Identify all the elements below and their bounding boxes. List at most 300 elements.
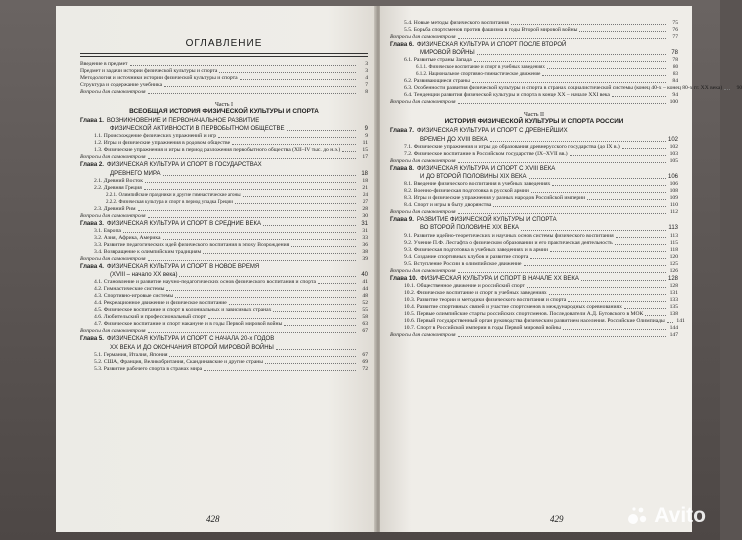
entry-title: 1.1. Происхождение физических упражнений и игр	[94, 133, 217, 140]
entry-page: 3	[365, 61, 368, 67]
entry-page: 113	[669, 232, 678, 239]
dot-leader	[219, 72, 356, 73]
dot-leader	[667, 322, 673, 323]
dot-leader	[287, 130, 356, 131]
chapter-list	[80, 118, 368, 373]
entry-page: 147	[669, 331, 678, 338]
chapter-title: (XVIII – начало XX века)	[110, 272, 178, 279]
entry-page: 69	[362, 358, 368, 365]
entry-page: 112	[669, 209, 678, 216]
toc-entry	[80, 352, 368, 359]
entry-page: 40	[361, 272, 368, 279]
entry-page: 108	[669, 188, 678, 195]
part-title: ВСЕОБЩАЯ ИСТОРИЯ ФИЗИЧЕСКОЙ КУЛЬТУРЫ И СПОРТА	[129, 108, 319, 115]
dot-leader	[284, 325, 356, 326]
entry-title: Вопросы для самоконтроля	[390, 267, 456, 274]
entry-page: 24	[363, 192, 368, 198]
dot-leader	[318, 283, 356, 284]
dot-leader	[164, 86, 356, 87]
dot-leader	[458, 213, 666, 214]
chapter-label: Глава 7.	[390, 128, 414, 135]
toc-entry	[80, 242, 368, 249]
entry-page: 133	[669, 296, 678, 303]
chapter-heading	[390, 42, 678, 49]
chapter-title-cont	[390, 137, 678, 144]
entry-page: 80	[673, 65, 678, 71]
toc-entry	[390, 247, 678, 254]
toc-entry	[80, 359, 368, 366]
entry-title: 4.6. Любительский и профессиональный спорт	[94, 314, 206, 321]
dot-leader	[166, 290, 356, 291]
entry-page: 100	[669, 99, 678, 106]
toc-entry	[390, 151, 678, 158]
dot-leader	[458, 38, 666, 39]
chapter-title: ФИЗИЧЕСКАЯ КУЛЬТУРА И СПОРТ В НАЧАЛЕ XX ВЕКА	[420, 275, 579, 282]
chapter-title: ВРЕМЕН ДО XVIII ВЕКА	[420, 136, 488, 143]
toc-entry	[80, 366, 368, 373]
dot-leader	[477, 54, 666, 55]
left-page	[56, 6, 376, 532]
entry-title: 6.4. Тенденции развития физической культуры и спорта в конце XX – начале XXI века	[404, 92, 610, 99]
entry-title: Вопросы для самоконтроля	[80, 154, 146, 161]
entry-page: 103	[669, 150, 678, 157]
entry-title: Вопросы для самоконтроля	[80, 89, 146, 95]
dot-leader	[458, 336, 666, 337]
chapter-title: ВО ВТОРОЙ ПОЛОВИНЕ XIX ВЕКА	[420, 225, 519, 232]
chapter-label: Глава 5.	[80, 336, 104, 343]
toc-entry	[80, 235, 368, 242]
chapter-label: Глава 3.	[80, 220, 104, 227]
dot-leader	[531, 192, 666, 193]
chapter-label: Глава 10.	[390, 275, 418, 282]
toc-entry	[390, 297, 678, 304]
entry-page: 125	[669, 260, 678, 267]
entry-title: Вопросы для самоконтроля	[390, 157, 456, 164]
dot-leader	[229, 304, 356, 305]
entry-title: 1.2. Игры и физические упражнения в родовом обществе	[94, 140, 231, 147]
entry-title: 3.2. Азия, Африка, Америка	[94, 235, 161, 242]
entry-page: 38	[362, 249, 368, 256]
toc-entry	[80, 249, 368, 256]
entry-page: 52	[362, 300, 368, 307]
entry-page: 21	[362, 184, 368, 191]
entry-title: 10.7. Спорт в Российской империи в годы Первой мировой войны	[404, 324, 561, 331]
page-number: 429	[550, 514, 564, 524]
chapter-title: ФИЗИЧЕСКАЯ КУЛЬТУРА И СПОРТ С ДРЕВНЕЙШИХ	[416, 128, 568, 135]
toc-entry	[80, 68, 368, 75]
entry-page: 72	[362, 365, 368, 372]
toc-entry	[390, 290, 678, 297]
entry-title: Вопросы для самоконтроля	[80, 256, 146, 263]
entry-title: 8.1. Введение физического воспитания в учебных заведениях	[404, 181, 551, 188]
avito-logo-icon	[626, 504, 650, 528]
entry-title: 8.4. Спорт и игры в быту дворянства	[404, 202, 492, 209]
entry-page: 105	[669, 157, 678, 164]
entry-page: 11	[362, 140, 368, 147]
entry-page: 7	[365, 82, 368, 88]
dot-leader	[547, 68, 666, 69]
entry-title: 4.7. Физическое воспитание и спорт накануне и в годы Первой мировой войны	[94, 321, 283, 328]
entry-page: 31	[362, 228, 368, 235]
dot-leader	[130, 65, 357, 66]
entry-title: Методология и источники истории физической культуры и спорта	[80, 75, 238, 81]
entry-title: 5.4. Новые методы физического воспитания	[404, 20, 509, 26]
entry-title: 8.3. Игры и физические упражнения у разных народов Российской империи	[404, 195, 586, 202]
entry-page: 30	[362, 212, 368, 219]
entry-title: 9.3. Физическая подготовка в учебных заведениях и в армии	[404, 246, 548, 253]
chapter-title-cont	[80, 345, 368, 352]
chapter-heading	[390, 166, 678, 173]
toc-entry	[80, 286, 368, 293]
dot-leader	[579, 31, 666, 32]
chapter-label: Глава 6.	[390, 42, 414, 48]
entry-page: 141	[676, 317, 685, 324]
entry-title: 9.1. Развитие идейно-теоретических и научных основ системы физического воспитания	[404, 232, 614, 239]
intro-section	[80, 61, 368, 96]
entry-page: 84	[672, 78, 678, 85]
self-check-entry	[390, 99, 678, 106]
dot-leader	[570, 155, 666, 156]
entry-page: 113	[668, 225, 678, 232]
entry-title: 7.1. Физические упражнения и игры до образования древнерусского государства (до IX в.)	[404, 143, 620, 150]
chapter-title: ДРЕВНЕГО МИРА	[110, 170, 161, 177]
self-check-entry	[390, 158, 678, 165]
chapter-title: РАЗВИТИЕ ФИЗИЧЕСКОЙ КУЛЬТУРЫ И СПОРТА	[416, 217, 557, 224]
page-number: 428	[206, 514, 220, 524]
entry-page: 109	[669, 195, 678, 202]
toc-entry	[390, 71, 678, 78]
toc-entry	[390, 317, 685, 325]
toc-entry	[390, 304, 678, 311]
entry-title: 6.1.1. Физическое воспитание и спорт в учебных заведениях	[416, 65, 545, 71]
chapter-list	[390, 128, 685, 338]
toc-entry	[390, 144, 678, 151]
title-rule	[80, 53, 368, 54]
toc-entry	[390, 57, 678, 64]
chapter-heading	[80, 264, 368, 271]
dot-leader	[612, 96, 666, 97]
dot-leader	[490, 141, 666, 142]
dot-leader	[263, 225, 356, 226]
entry-page: 58	[362, 314, 368, 321]
entry-page: 75	[672, 20, 678, 26]
entry-title: 6.3. Особенности развития физической культуры и спорта в странах социалистической системы (конец 40-х – конец 80-х гг. XX века)	[404, 85, 723, 92]
entry-title: 10.6. Первый государственный орган руководства физическим развитием населения. Российские Олимпиады	[404, 317, 665, 324]
entry-page: 31	[361, 220, 368, 227]
entry-title: 10.4. Развитие спортивных связей и участие спортсменов в международных соревнованиях	[404, 303, 622, 310]
toc-entry	[80, 185, 368, 192]
right-page	[380, 6, 742, 532]
entry-page: 48	[362, 293, 368, 300]
dot-leader	[163, 239, 356, 240]
entry-page: 118	[669, 246, 678, 253]
entry-title: 6.1. Развитые страны Запада	[404, 57, 472, 64]
entry-page: 128	[667, 275, 678, 282]
dot-leader	[123, 232, 356, 233]
entry-title: 7.2. Физическое воспитание в Российском государстве (IX–XVII вв.)	[404, 150, 568, 157]
part-label: Часть II	[523, 112, 545, 119]
entry-title: Предмет и задачи истории физической культуры и спорта	[80, 68, 218, 74]
self-check-entry	[80, 89, 368, 96]
self-check-entry	[390, 332, 678, 339]
self-check-entry	[80, 213, 368, 220]
dot-leader	[235, 203, 356, 204]
chapter-heading	[80, 162, 368, 169]
entry-title: 6.1.2. Национальное спортивно-гимнастическое движение	[416, 72, 541, 78]
self-check-entry	[80, 154, 368, 161]
entry-page: 28	[362, 205, 368, 212]
dot-leader	[145, 182, 356, 183]
dot-leader	[204, 370, 356, 371]
toc-entry	[390, 261, 678, 268]
toc-entry	[80, 279, 368, 286]
entry-page: 33	[362, 235, 368, 242]
chapter-title: ФИЗИЧЕСКАЯ КУЛЬТУРА И СПОРТ ПОСЛЕ ВТОРОЙ	[416, 42, 567, 48]
toc-entry	[390, 27, 678, 34]
entry-title: 5.5. Борьба спортсменов против фашизма в годы Второй мировой войны	[404, 27, 578, 33]
chapter-title: ФИЗИЧЕСКАЯ КУЛЬТУРА И СПОРТ С XVIII ВЕКА	[416, 165, 556, 172]
toc-entry	[390, 283, 678, 290]
entry-title: 4.1. Становление и развитие научно-педагогических основ физического воспитания и спорта	[94, 279, 316, 286]
chapter-title-cont	[80, 171, 368, 178]
entry-title: Структура и содержание учебника	[80, 82, 163, 88]
entry-title: 1.3. Физические упражнения и игры в период разложения первобытного общества (XII–IV тыс. до н.э.)	[94, 147, 341, 154]
entry-page: 39	[362, 256, 368, 263]
entry-title: 5.1. Германия, Италия, Япония	[94, 351, 168, 358]
entry-page: 41	[362, 279, 368, 286]
chapter-title: XX ВЕКА И ДО ОКОНЧАНИЯ ВТОРОЙ МИРОВОЙ ВОЙНЫ	[110, 344, 274, 351]
entry-title: 9.4. Создание спортивных клубов и развитие спорта	[404, 253, 529, 260]
self-check-entry	[390, 268, 678, 275]
entry-title: Введение в предмет	[80, 61, 128, 67]
entry-page: 36	[362, 242, 368, 249]
toc-entry	[390, 311, 678, 318]
entry-title: 2.2. Древняя Греция	[94, 184, 142, 191]
chapter-label: Глава 2.	[80, 162, 104, 169]
chapter-title-cont	[390, 225, 678, 232]
entry-title: 10.1. Общественное движение и российский спорт	[404, 282, 525, 289]
dot-leader	[458, 103, 666, 104]
entry-page: 77	[672, 34, 678, 40]
watermark-text: Avito	[654, 504, 706, 527]
chapter-title: МИРОВОЙ ВОЙНЫ	[420, 50, 475, 57]
entry-page: 17	[362, 154, 368, 161]
entry-page: 27	[363, 199, 368, 205]
chapter-label: Глава 8.	[390, 165, 414, 172]
dot-leader	[148, 93, 356, 94]
entry-title: 2.2.2. Физическая культура и спорт в период упадка Греции	[106, 199, 233, 205]
toc-entry	[80, 192, 368, 199]
dot-leader	[218, 137, 356, 138]
entry-page: 110	[669, 202, 678, 209]
toc-entry	[390, 64, 678, 71]
entry-page: 83	[673, 72, 678, 78]
entry-page: 135	[669, 303, 678, 310]
self-check-entry	[390, 34, 678, 41]
entry-title: 6.2. Развивающиеся страны	[404, 78, 470, 85]
chapter-heading	[390, 276, 678, 283]
toc-entry	[80, 178, 368, 185]
toc-entry	[80, 300, 368, 307]
toc-entry	[80, 82, 368, 89]
chapter-heading	[80, 118, 368, 125]
dot-leader	[148, 217, 356, 218]
chapter-label: Глава 9.	[390, 217, 414, 224]
dot-leader	[342, 151, 356, 152]
entry-page: 128	[669, 282, 678, 289]
entry-page: 78	[671, 50, 678, 57]
entry-page: 8	[365, 89, 368, 95]
dot-leader	[563, 329, 666, 330]
chapter-title-cont	[390, 50, 678, 57]
dot-leader	[472, 82, 666, 83]
entry-title: Вопросы для самоконтроля	[390, 99, 456, 106]
dot-leader	[521, 230, 666, 231]
entry-page: 63	[362, 321, 368, 328]
toc-entry	[80, 75, 368, 82]
self-check-entry	[390, 209, 678, 216]
entry-page: 126	[669, 267, 678, 274]
entry-page: 144	[669, 324, 678, 331]
dot-leader	[175, 297, 356, 298]
entry-title: Вопросы для самоконтроля	[80, 212, 146, 219]
entry-title: 2.3. Древний Рим	[94, 205, 136, 212]
dot-leader	[458, 162, 666, 163]
dot-leader	[208, 318, 356, 319]
dot-leader	[524, 265, 666, 266]
chapter-heading	[390, 128, 678, 135]
entry-page: 102	[669, 143, 678, 150]
entry-title: 3.1. Европа	[94, 228, 121, 235]
entry-page: 44	[362, 286, 368, 293]
entry-page: 106	[669, 181, 678, 188]
dot-leader	[203, 253, 356, 254]
entry-title: 9.5. Вступление России в олимпийское движение	[404, 260, 522, 267]
entry-title: 3.4. Возвращение к олимпийским традициям	[94, 249, 202, 256]
entry-title: 10.5. Первые олимпийские старты российских спортсменов. Последователи А.Д. Бутовского в МОК	[404, 310, 644, 317]
entry-title: 8.2. Военно-физическая подготовка в русской армии	[404, 188, 529, 195]
dot-leader	[169, 356, 356, 357]
entry-page: 131	[669, 289, 678, 296]
chapter-title: ФИЗИЧЕСКАЯ КУЛЬТУРА И СПОРТ В СРЕДНИЕ ВЕКА	[106, 220, 261, 227]
dot-leader	[148, 332, 356, 333]
self-check-entry	[80, 328, 368, 335]
entry-title: 4.4. Рекреационное движение и физическое воспитание	[94, 300, 227, 307]
entry-page: 3	[365, 68, 368, 74]
toc-entry	[80, 199, 368, 206]
entry-page: 18	[362, 177, 368, 184]
entry-page: 120	[669, 253, 678, 260]
dot-leader	[529, 178, 666, 179]
entry-page: 106	[667, 174, 678, 181]
entry-title: 4.5. Физическое воспитание и спорт в колониальных и зависимых странах	[94, 307, 272, 314]
dot-leader	[493, 206, 666, 207]
dot-leader	[148, 260, 356, 261]
entry-page: 67	[362, 328, 368, 335]
dot-leader	[276, 349, 356, 350]
entry-title: 4.2. Гимнастические системы	[94, 286, 165, 293]
dot-leader	[458, 272, 666, 273]
continued-items	[390, 20, 678, 41]
dot-leader	[587, 199, 666, 200]
toc-title: ОГЛАВЛЕНИЕ	[185, 38, 263, 49]
entry-title: Вопросы для самоконтроля	[390, 34, 456, 40]
entry-title: Вопросы для самоконтроля	[80, 328, 146, 335]
toc-entry	[390, 233, 678, 240]
dot-leader	[148, 158, 356, 159]
dot-leader	[550, 251, 666, 252]
title-rule-2	[80, 56, 368, 57]
entry-page: 18	[361, 170, 368, 177]
entry-title: Вопросы для самоконтроля	[390, 209, 456, 216]
chapter-title: И ДО ВТОРОЙ ПОЛОВИНЫ XIX ВЕКА	[420, 174, 527, 181]
entry-title: Вопросы для самоконтроля	[390, 331, 456, 338]
entry-page: 9	[364, 126, 368, 133]
dot-leader	[232, 144, 356, 145]
entry-title: 3.3. Развитие педагогических идей физического воспитания в эпоху Возрождения	[94, 242, 290, 249]
dot-leader	[615, 244, 666, 245]
entry-title: 5.3. Развитие рабочего спорта в странах мира	[94, 365, 203, 372]
entry-title: 2.1. Древний Восток	[94, 177, 143, 184]
entry-page: 138	[669, 310, 678, 317]
chapter-title: ВОЗНИКНОВЕНИЕ И ПЕРВОНАЧАЛЬНОЕ РАЗВИТИЕ	[106, 118, 260, 124]
dot-leader	[144, 189, 356, 190]
chapter-heading	[80, 221, 368, 228]
entry-page: 15	[362, 147, 368, 154]
dot-leader	[568, 301, 666, 302]
entry-page: 76	[672, 27, 678, 33]
self-check-entry	[80, 256, 368, 263]
dot-leader	[291, 246, 356, 247]
chapter-label: Глава 4.	[80, 264, 104, 271]
dot-leader	[645, 315, 666, 316]
toc-entry	[390, 254, 678, 261]
entry-page: 102	[667, 136, 678, 143]
dot-leader	[474, 61, 666, 62]
toc-entry	[80, 206, 368, 213]
chapter-heading	[80, 336, 368, 343]
toc-entry	[390, 240, 678, 247]
dot-leader	[243, 196, 356, 197]
dot-leader	[265, 363, 356, 364]
chapter-title: ФИЗИЧЕСКАЯ КУЛЬТУРА И СПОРТ В НОВОЕ ВРЕМЯ	[106, 264, 260, 271]
dot-leader	[179, 276, 356, 277]
chapter-title: ФИЗИЧЕСКАЯ КУЛЬТУРА И СПОРТ В ГОСУДАРСТВАХ	[106, 162, 262, 169]
toc-entry	[80, 228, 368, 235]
entry-page: 67	[362, 351, 368, 358]
dot-leader	[624, 308, 666, 309]
chapter-list	[390, 42, 742, 106]
dot-leader	[511, 24, 666, 25]
dot-leader	[527, 287, 666, 288]
part-label: Часть I	[214, 102, 234, 108]
entry-page: 9	[365, 133, 368, 140]
toc-entry	[390, 20, 678, 27]
dot-leader	[530, 258, 666, 259]
dot-leader	[138, 210, 356, 211]
entry-title: 5.2. США, Франция, Великобритания, Скандинавские и другие страны	[94, 358, 264, 365]
dot-leader	[581, 280, 666, 281]
chapter-title: ФИЗИЧЕСКОЙ АКТИВНОСТИ В ПЕРВОБЫТНОМ ОБЩЕСТВЕ	[110, 126, 285, 133]
avito-watermark	[626, 504, 706, 528]
part-title: ИСТОРИЯ ФИЗИЧЕСКОЙ КУЛЬТУРЫ И СПОРТА РОССИИ	[444, 118, 624, 126]
dot-leader	[163, 175, 356, 176]
entry-page: 94	[672, 92, 678, 99]
toc-entry	[390, 325, 678, 332]
chapter-label: Глава 1.	[80, 118, 104, 124]
toc-entry	[80, 61, 368, 68]
dot-leader	[622, 148, 666, 149]
